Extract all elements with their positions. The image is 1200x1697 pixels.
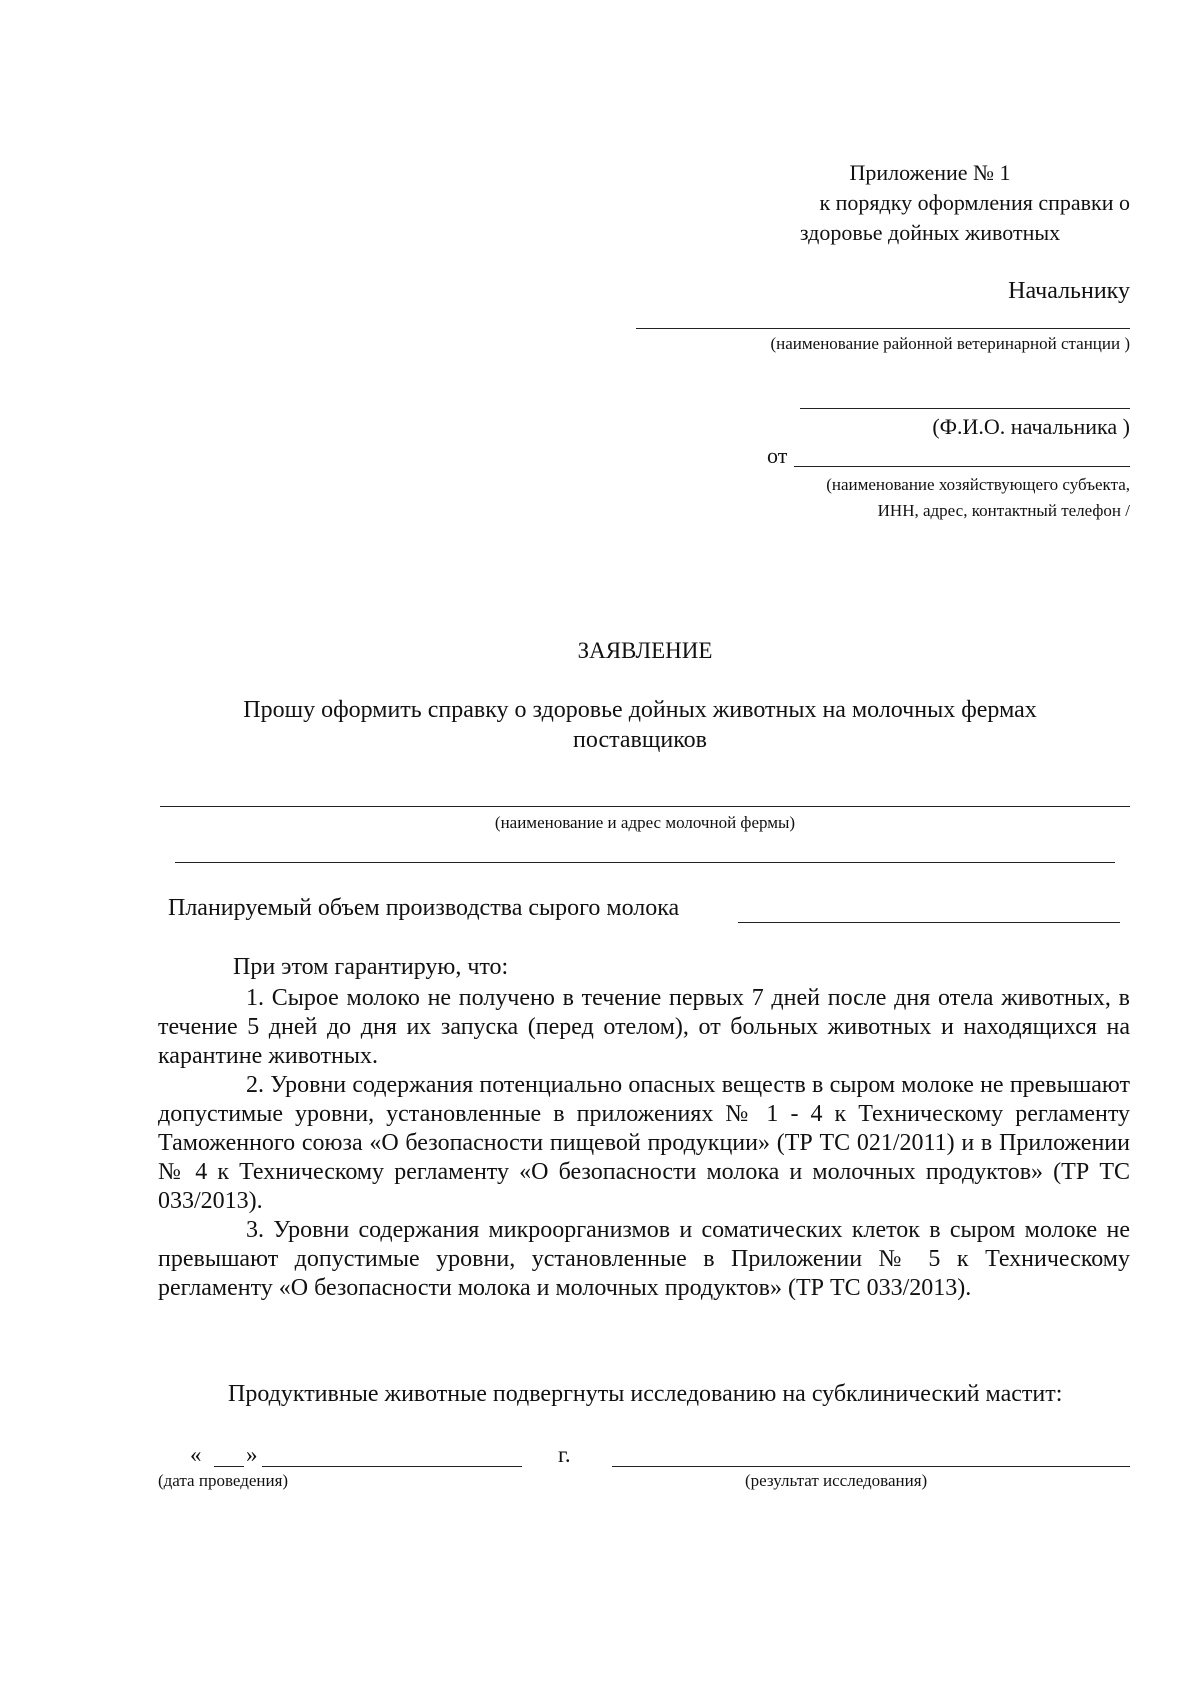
appendix-line-3: здоровье дойных животных bbox=[799, 220, 1061, 245]
addressee-to: Начальнику bbox=[1008, 278, 1130, 304]
farm-name-line[interactable] bbox=[160, 806, 1130, 807]
guarantee-item-2: 2. Уровни содержания потенциально опасных веществ в сыром молоке не превышают допустимые уровни, установленные в приложениях № 1 - 4 к Техническому регламенту Таможенного союза «О безопасности пищевой продукции» (ТР ТС 021/2011) и в Приложении № 4 к Техническому регламенту «О безопасности молока и молочных продуктов» (ТР ТС 033/2013). bbox=[158, 1072, 1130, 1214]
volume-input-line[interactable] bbox=[738, 922, 1120, 923]
date-day-line[interactable] bbox=[214, 1466, 244, 1467]
appendix-title: Приложение № 1 bbox=[849, 160, 1011, 185]
station-caption: (наименование районной ветеринарной станции ) bbox=[770, 334, 1130, 353]
station-name-line[interactable] bbox=[636, 328, 1130, 329]
date-year-suffix: г. bbox=[558, 1442, 571, 1467]
guarantee-list bbox=[158, 984, 1130, 1303]
from-subject-line[interactable] bbox=[794, 466, 1130, 467]
from-label: от bbox=[767, 443, 788, 468]
date-open-quote: « bbox=[190, 1442, 202, 1467]
result-line[interactable] bbox=[612, 1466, 1130, 1467]
guarantee-item-1: 1. Сырое молоко не получено в течение первых 7 дней после дня отела животных, в течение 5 дней до дня их запуска (перед отелом), от больных животных и находящихся на карантине животных. bbox=[158, 985, 1130, 1069]
date-close-quote: » bbox=[246, 1442, 258, 1467]
date-caption: (дата проведения) bbox=[158, 1471, 289, 1490]
document-title: ЗАЯВЛЕНИЕ bbox=[577, 638, 713, 663]
farm-caption: (наименование и адрес молочной фермы) bbox=[494, 813, 796, 832]
chief-name-line[interactable] bbox=[800, 408, 1130, 409]
subject-caption-1: (наименование хозяйствующего субъекта, bbox=[826, 475, 1130, 494]
guarantee-item-3: 3. Уровни содержания микроорганизмов и соматических клеток в сыром молоке не превышают допустимые уровни, установленные в Приложении № 5 к Техническому регламенту «О безопасности молока и молочных продуктов» (ТР ТС 033/2013). bbox=[158, 1217, 1130, 1301]
farm-address-line[interactable] bbox=[175, 862, 1115, 863]
volume-label: Планируемый объем производства сырого молока bbox=[168, 895, 680, 921]
guarantee-intro: При этом гарантирую, что: bbox=[233, 954, 509, 980]
mastitis-text: Продуктивные животные подвергнуты исследованию на субклинический мастит: bbox=[228, 1381, 1063, 1407]
request-line-1: Прошу оформить справку о здоровье дойных животных на молочных фермах bbox=[243, 697, 1037, 723]
date-month-line[interactable] bbox=[262, 1466, 522, 1467]
request-line-2: поставщиков bbox=[573, 727, 707, 753]
subject-caption-2: ИНН, адрес, контактный телефон / bbox=[877, 501, 1130, 520]
result-caption: (результат исследования) bbox=[745, 1471, 928, 1490]
appendix-line-2: к порядку оформления справки о bbox=[819, 190, 1130, 215]
chief-caption: (Ф.И.О. начальника ) bbox=[932, 414, 1130, 439]
